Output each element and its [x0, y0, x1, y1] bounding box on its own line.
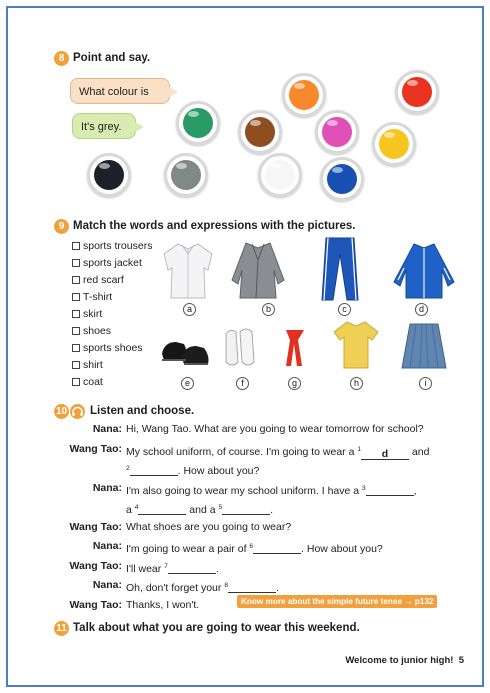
exercise-8-title: Point and say.	[73, 52, 151, 64]
checkbox[interactable]	[72, 361, 80, 369]
paint-pot-yellow[interactable]	[372, 122, 416, 166]
checkbox[interactable]	[72, 378, 80, 386]
speaker: Wang Tao:	[69, 520, 122, 533]
footer-title: Welcome to junior high!	[345, 655, 454, 666]
picture-label: d	[415, 303, 428, 316]
picture-label: f	[236, 377, 249, 390]
answer-blank-1[interactable]: d	[361, 448, 409, 460]
paint-pot-brown[interactable]	[238, 110, 282, 154]
checkbox[interactable]	[72, 327, 80, 335]
checkbox[interactable]	[72, 259, 80, 267]
checklist-item[interactable]: shirt	[72, 357, 152, 374]
checklist-item[interactable]: coat	[72, 374, 152, 391]
picture-label: a	[183, 303, 196, 316]
paint-pot-grey[interactable]	[164, 153, 208, 197]
checkbox[interactable]	[72, 242, 80, 250]
exercise-11-number: 11	[54, 621, 69, 636]
speaker: Wang Tao:	[69, 559, 122, 572]
answer-blank-3[interactable]	[366, 484, 414, 496]
dialogue-line: Wang Tao: Thanks, I won't.	[66, 596, 476, 616]
speaker: Nana:	[92, 540, 122, 552]
grammar-reference-link[interactable]: Know more about the simple future tense → p132	[237, 595, 437, 608]
speaker: Nana:	[92, 579, 122, 591]
coat-picture	[230, 240, 286, 302]
speaker: Nana:	[92, 481, 122, 494]
speaker	[66, 459, 126, 479]
picture-label: c	[338, 303, 351, 316]
checklist-item[interactable]: sports jacket	[72, 255, 152, 272]
page-footer	[345, 655, 464, 666]
paint-pot-blue[interactable]	[320, 157, 364, 201]
speech-bubble-answer: It's grey.	[72, 113, 136, 139]
shirt-picture	[160, 240, 216, 302]
speaker: Nana:	[92, 423, 122, 435]
dialogue-line: Nana: I'm going to wear a pair of $^6$ . How about you?	[66, 537, 476, 557]
checklist-item[interactable]: sports trousers	[72, 238, 152, 255]
paint-pot-pink[interactable]	[315, 110, 359, 154]
sports-shoes-picture	[222, 326, 258, 370]
sports-trousers-picture	[320, 236, 360, 304]
red-scarf-picture	[282, 326, 308, 370]
answer-blank-8[interactable]	[228, 581, 276, 593]
exercise-9-title: Match the words and expressions with the pictures.	[73, 220, 356, 232]
dialogue-line: Nana: Hi, Wang Tao. What are you going to wear tomorrow for school?	[66, 420, 476, 440]
picture-label: b	[262, 303, 275, 316]
speaker	[66, 498, 126, 518]
page-number: 5	[458, 655, 464, 666]
answer-blank-4[interactable]	[138, 503, 186, 515]
checklist-item[interactable]: T-shirt	[72, 289, 152, 306]
speech-bubble-question: What colour is	[70, 78, 170, 104]
t-shirt-picture	[332, 320, 380, 370]
checkbox[interactable]	[72, 293, 80, 301]
speaker: Wang Tao:	[69, 442, 122, 455]
checkbox[interactable]	[72, 310, 80, 318]
dialogue-line: Nana: Oh, don't forget your $^8$ .	[66, 576, 476, 596]
answer-blank-2[interactable]	[130, 464, 178, 476]
dialogue-line: Wang Tao: I'll wear $^7$ .	[66, 557, 476, 577]
picture-label: e	[181, 377, 194, 390]
skirt-picture	[400, 320, 448, 372]
vocabulary-checklist	[72, 238, 152, 391]
exercise-10-title: Listen and choose.	[90, 405, 195, 417]
exercise-11-title: Talk about what you are going to wear this weekend.	[73, 622, 360, 634]
checklist-item[interactable]: red scarf	[72, 272, 152, 289]
paint-pot-red[interactable]	[395, 70, 439, 114]
exercise-8-number: 8	[54, 51, 69, 66]
checklist-item[interactable]: sports shoes	[72, 340, 152, 357]
answer-blank-5[interactable]	[222, 503, 270, 515]
dialogue-line: Wang Tao: My school uniform, of course. I'm going to wear a $^1$ d and	[66, 440, 476, 460]
checkbox[interactable]	[72, 344, 80, 352]
paint-pot-white[interactable]	[258, 153, 302, 197]
checklist-item[interactable]: shoes	[72, 323, 152, 340]
dialogue-line: $^2$ . How about you?	[66, 459, 476, 479]
dialogue-line: a $^4$ and a $^5$ .	[66, 498, 476, 518]
speaker: Wang Tao:	[69, 598, 122, 611]
sports-jacket-picture	[392, 242, 456, 300]
dialogue-line: Nana: I'm also going to wear my school uniform. I have a $^3$ ,	[66, 479, 476, 499]
picture-label: i	[419, 377, 432, 390]
dialogue-line: Wang Tao: What shoes are you going to wear?	[66, 518, 476, 538]
answer-blank-7[interactable]	[168, 562, 216, 574]
checkbox[interactable]	[72, 276, 80, 284]
picture-label: g	[288, 377, 301, 390]
picture-label: h	[350, 377, 363, 390]
headphones-icon	[70, 404, 85, 419]
exercise-9-number: 9	[54, 219, 69, 234]
exercise-10-number: 10	[55, 406, 68, 417]
answer-blank-6[interactable]	[253, 542, 301, 554]
dialogue	[66, 420, 476, 615]
checklist-item[interactable]: skirt	[72, 306, 152, 323]
paint-pot-orange[interactable]	[282, 73, 326, 117]
paint-pot-green[interactable]	[176, 101, 220, 145]
paint-pot-black[interactable]	[87, 153, 131, 197]
shoes-picture	[158, 330, 216, 370]
